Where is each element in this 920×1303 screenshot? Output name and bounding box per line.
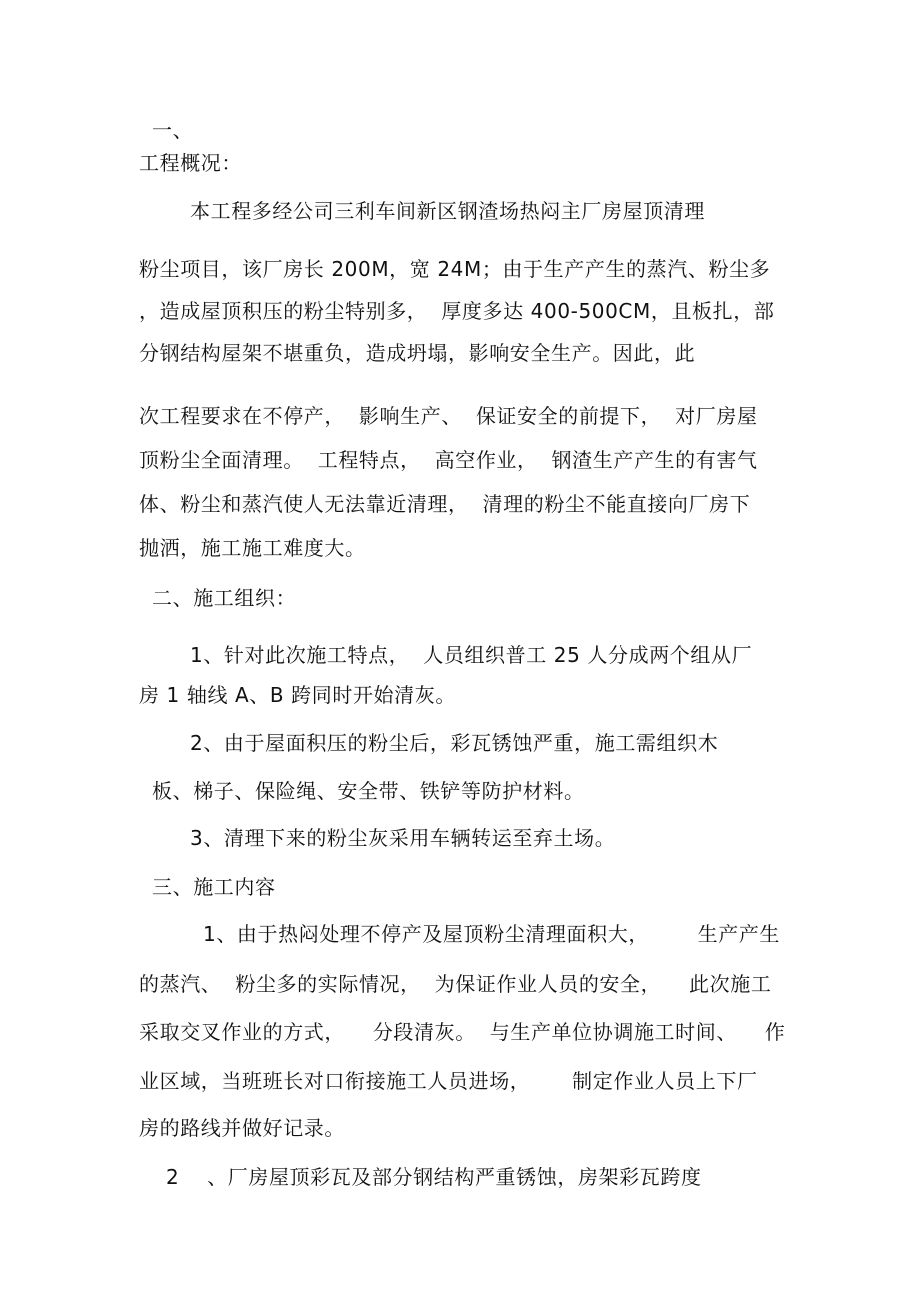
- paragraph-line: 体、粉尘和蒸汽使人无法靠近清理， 清理的粉尘不能直接向厂房下: [139, 492, 751, 516]
- list-item-continuation: 房的路线并做好记录。: [139, 1116, 345, 1140]
- list-item-continuation: 的蒸汽、 粉尘多的实际情况， 为保证作业人员的安全， 此次施工: [139, 972, 772, 996]
- section-heading-content: 三、施工内容: [152, 875, 276, 899]
- list-item: 2、由于屋面积压的粉尘后，彩瓦锈蚀严重，施工需组织木: [190, 731, 719, 755]
- paragraph-line: 本工程多经公司三利车间新区钢渣场热闷主厂房屋顶清理: [190, 199, 705, 223]
- list-item: 2 、厂房屋顶彩瓦及部分钢结构严重锈蚀，房架彩瓦跨度: [166, 1165, 702, 1189]
- list-item-continuation: 采取交叉作业的方式， 分段清灰。 与生产单位协调施工时间、 作: [139, 1020, 786, 1044]
- paragraph-line: ，造成屋顶积压的粉尘特别多， 厚度多达 400-500CM，且板扎，部: [139, 299, 775, 323]
- list-item: 1、由于热闷处理不停产及屋顶粉尘清理面积大， 生产产生: [203, 922, 781, 946]
- section-number-one: 一、: [152, 118, 194, 142]
- list-item-continuation: 板、梯子、保险绳、安全带、铁铲等防护材料。: [152, 779, 585, 803]
- section-heading-overview: 工程概况：: [139, 151, 242, 175]
- paragraph-line: 抛洒，施工施工难度大。: [139, 536, 366, 560]
- paragraph-line: 分钢结构屋架不堪重负，造成坍塌，影响安全生产。因此，此: [139, 341, 696, 365]
- list-item: 1、针对此次施工特点， 人员组织普工 25 人分成两个组从厂: [190, 643, 753, 667]
- paragraph-line: 顶粉尘全面清理。 工程特点， 高空作业， 钢渣生产产生的有害气: [139, 448, 758, 472]
- paragraph-line: 次工程要求在不停产， 影响生产、 保证安全的前提下， 对厂房屋: [139, 404, 758, 428]
- paragraph-line: 粉尘项目，该厂房长 200M，宽 24M；由于生产产生的蒸汽、粉尘多: [139, 257, 771, 281]
- section-heading-organization: 二、施工组织：: [152, 586, 297, 610]
- list-item-continuation: 业区域，当班班长对口衔接施工人员进场， 制定作业人员上下厂: [139, 1069, 758, 1093]
- list-item-continuation: 房 1 轴线 A、B 跨同时开始清灰。: [139, 683, 456, 707]
- list-item: 3、清理下来的粉尘灰采用车辆转运至弃土场。: [190, 826, 616, 850]
